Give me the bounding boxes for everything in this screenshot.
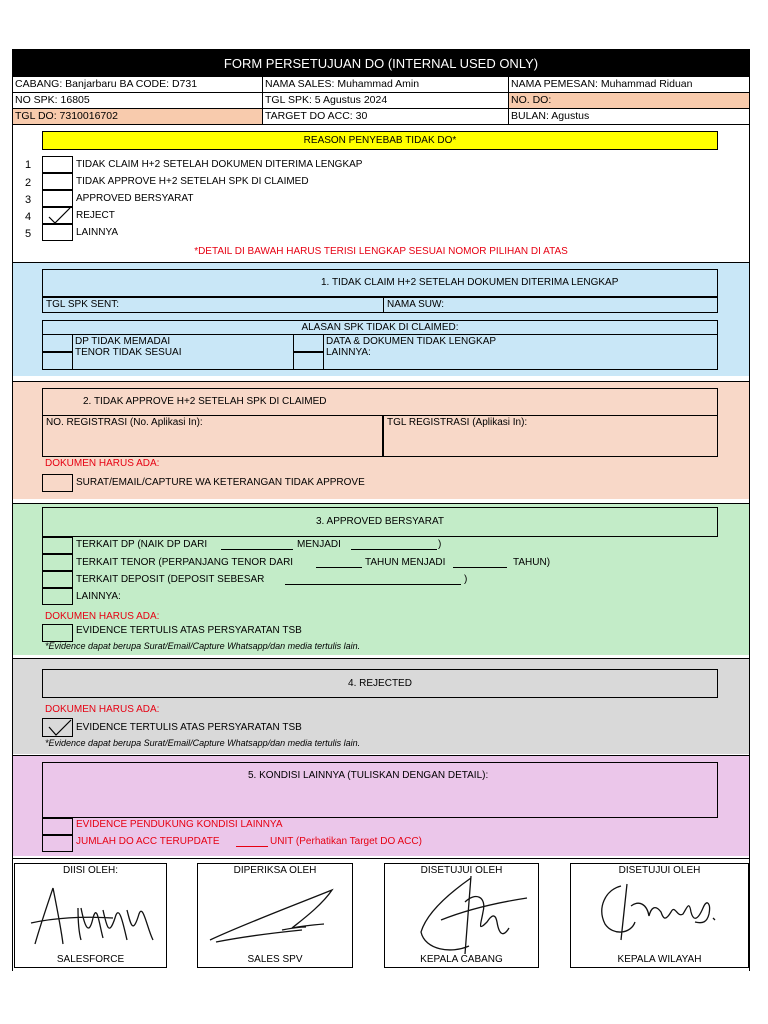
jumlah-do-unit: UNIT (Perhatikan Target DO ACC) xyxy=(270,836,422,847)
reason-label-2: TIDAK APPROVE H+2 SETELAH SPK DI CLAIMED xyxy=(76,176,309,187)
terkait-dp-label: TERKAIT DP (NAIK DP DARI xyxy=(76,539,208,550)
evidence-4-checkbox[interactable] xyxy=(42,718,73,737)
evidence-4-label: EVIDENCE TERTULIS ATAS PERSYARATAN TSB xyxy=(76,722,302,733)
data-dokumen-label: DATA & DOKUMEN TIDAK LENGKAP xyxy=(326,336,497,347)
no-registrasi-field[interactable] xyxy=(42,415,383,457)
reason-num-5: 5 xyxy=(25,228,32,240)
terkait-deposit-label: TERKAIT DEPOSIT (DEPOSIT SEBESAR xyxy=(76,574,265,585)
tgl-spk-field[interactable]: TGL SPK: 5 Agustus 2024 xyxy=(263,93,509,109)
reason-header: REASON PENYEBAB TIDAK DO* xyxy=(42,131,718,150)
jumlah-do-checkbox[interactable] xyxy=(42,835,73,852)
kondisi-lainnya-field[interactable] xyxy=(42,762,718,818)
lainnya-3-label: LAINNYA: xyxy=(76,591,121,602)
reason-num-1: 1 xyxy=(25,159,32,171)
reason-checkbox-1[interactable] xyxy=(42,156,73,173)
reason-checkbox-2[interactable] xyxy=(42,173,73,190)
target-do-field[interactable]: TARGET DO ACC: 30 xyxy=(263,109,509,125)
lainnya-1-checkbox[interactable] xyxy=(293,352,324,370)
signature-box-sales-spv[interactable] xyxy=(197,863,353,968)
reason-num-2: 2 xyxy=(25,177,32,189)
lainnya-3-checkbox[interactable] xyxy=(42,588,73,605)
evidence-pendukung-checkbox[interactable] xyxy=(42,818,73,835)
tgl-registrasi-label: TGL REGISTRASI (Aplikasi In): xyxy=(387,417,528,428)
section-5 xyxy=(13,755,749,856)
signature-bottom-label-2: SALES SPV xyxy=(247,954,303,965)
do-approval-form xyxy=(12,49,750,971)
signature-bottom-label-1: SALESFORCE xyxy=(56,954,125,965)
signature-salesforce-icon xyxy=(23,878,163,952)
cabang-field[interactable]: CABANG: Banjarbaru BA CODE: D731 xyxy=(13,77,263,93)
evidence-note-3: *Evidence dapat berupa Surat/Email/Capture Whatsapp/dan media tertulis lain. xyxy=(45,641,361,651)
dp-label: DP TIDAK MEMADAI xyxy=(75,336,171,347)
section-2-title: 2. TIDAK APPROVE H+2 SETELAH SPK DI CLAIMED xyxy=(42,388,718,416)
section-5-title: 5. KONDISI LAINNYA (TULISKAN DENGAN DETAIL): xyxy=(248,770,489,781)
lainnya-1-label: LAINNYA: xyxy=(326,347,371,358)
checkmark-icon xyxy=(43,719,74,738)
terkait-deposit-close: ) xyxy=(464,574,468,585)
dp-checkbox[interactable] xyxy=(42,334,73,352)
reason-label-4: REJECT xyxy=(76,210,115,221)
reason-checkbox-4[interactable] xyxy=(42,207,73,224)
tenor-label: TENOR TIDAK SESUAI xyxy=(75,347,182,358)
bulan-field[interactable]: BULAN: Agustus xyxy=(509,109,749,125)
dokumen-harus-ada-4: DOKUMEN HARUS ADA: xyxy=(45,704,160,715)
tgl-spk-sent-label: TGL SPK SENT: xyxy=(46,299,119,310)
signature-bottom-label-4: KEPALA WILAYAH xyxy=(617,954,702,965)
no-do-field[interactable]: NO. DO: xyxy=(509,93,749,109)
signature-kepala-wilayah-icon xyxy=(591,878,741,942)
signature-top-label-1: DIISI OLEH: xyxy=(62,865,118,876)
evidence-note-4: *Evidence dapat berupa Surat/Email/Capture Whatsapp/dan media tertulis lain. xyxy=(45,738,361,748)
section-2 xyxy=(13,381,749,499)
jumlah-do-label: JUMLAH DO ACC TERUPDATE xyxy=(76,836,220,847)
section-4-title: 4. REJECTED xyxy=(42,669,718,698)
terkait-tenor-menjadi: TAHUN MENJADI xyxy=(365,557,446,568)
tgl-do-field[interactable]: TGL DO: 7310016702 xyxy=(13,109,263,125)
reason-num-4: 4 xyxy=(25,211,32,223)
signature-kepala-cabang-icon xyxy=(391,872,535,956)
terkait-dp-checkbox[interactable] xyxy=(42,537,73,554)
dokumen-harus-ada-3: DOKUMEN HARUS ADA: xyxy=(45,611,160,622)
section-1 xyxy=(13,262,749,376)
signature-box-kepala-wilayah[interactable] xyxy=(570,863,749,968)
alasan-header: ALASAN SPK TIDAK DI CLAIMED: xyxy=(42,320,718,335)
evidence-3-label: EVIDENCE TERTULIS ATAS PERSYARATAN TSB xyxy=(76,625,302,636)
reason-list xyxy=(13,155,749,245)
signature-section xyxy=(13,858,749,972)
reason-label-5: LAINNYA xyxy=(76,227,119,238)
tenor-from-line[interactable] xyxy=(316,567,362,568)
reason-label-1: TIDAK CLAIM H+2 SETELAH DOKUMEN DITERIMA LENGKAP xyxy=(76,159,363,170)
tenor-to-line[interactable] xyxy=(453,567,507,568)
terkait-dp-close: ) xyxy=(438,539,442,550)
evidence-3-checkbox[interactable] xyxy=(42,624,73,642)
section-1-title: 1. TIDAK CLAIM H+2 SETELAH DOKUMEN DITERIMA LENGKAP xyxy=(42,269,718,297)
terkait-tenor-close: TAHUN) xyxy=(513,557,551,568)
section-4 xyxy=(13,658,749,754)
reason-checkbox-3[interactable] xyxy=(42,190,73,207)
jumlah-do-line[interactable] xyxy=(236,846,268,847)
evidence-pendukung-label: EVIDENCE PENDUKUNG KONDISI LAINNYA xyxy=(76,819,283,830)
section-3 xyxy=(13,503,749,655)
signature-sales-spv-icon xyxy=(202,880,350,950)
tenor-checkbox[interactable] xyxy=(42,352,73,370)
signature-top-label-3: DISETUJUI OLEH xyxy=(420,865,503,876)
signature-top-label-4: DISETUJUI OLEH xyxy=(618,865,701,876)
reason-num-3: 3 xyxy=(25,194,32,206)
nama-pemesan-field[interactable]: NAMA PEMESAN: Muhammad Riduan xyxy=(509,77,749,93)
reason-note: *DETAIL DI BAWAH HARUS TERISI LENGKAP SESUAI NOMOR PILIHAN DI ATAS xyxy=(194,246,568,257)
reason-label-3: APPROVED BERSYARAT xyxy=(76,193,194,204)
signature-box-kepala-cabang[interactable] xyxy=(384,863,539,968)
terkait-dp-menjadi: MENJADI xyxy=(297,539,341,550)
surat-email-checkbox[interactable] xyxy=(42,474,73,492)
terkait-tenor-checkbox[interactable] xyxy=(42,554,73,571)
section-3-title: 3. APPROVED BERSYARAT xyxy=(42,507,718,537)
signature-bottom-label-3: KEPALA CABANG xyxy=(420,954,503,965)
surat-email-label: SURAT/EMAIL/CAPTURE WA KETERANGAN TIDAK APPROVE xyxy=(76,477,365,488)
form-title: FORM PERSETUJUAN DO (INTERNAL USED ONLY) xyxy=(13,50,749,77)
no-spk-field[interactable]: NO SPK: 16805 xyxy=(13,93,263,109)
terkait-deposit-checkbox[interactable] xyxy=(42,571,73,588)
terkait-tenor-label: TERKAIT TENOR (PERPANJANG TENOR DARI xyxy=(76,557,294,568)
dokumen-harus-ada-2: DOKUMEN HARUS ADA: xyxy=(45,458,160,469)
nama-suw-label: NAMA SUW: xyxy=(387,299,445,310)
dp-to-line[interactable] xyxy=(351,549,437,550)
nama-suw-field[interactable] xyxy=(383,297,718,313)
signature-box-salesforce[interactable] xyxy=(14,863,167,968)
dp-from-line[interactable] xyxy=(221,549,293,550)
deposit-line[interactable] xyxy=(285,584,461,585)
nama-sales-field[interactable]: NAMA SALES: Muhammad Amin xyxy=(263,77,509,93)
tgl-registrasi-field[interactable] xyxy=(383,415,718,457)
no-registrasi-label: NO. REGISTRASI (No. Aplikasi In): xyxy=(46,417,203,428)
signature-top-label-2: DIPERIKSA OLEH xyxy=(233,865,317,876)
checkmark-icon xyxy=(43,208,74,225)
data-dokumen-checkbox[interactable] xyxy=(293,334,324,352)
reason-checkbox-5[interactable] xyxy=(42,224,73,241)
